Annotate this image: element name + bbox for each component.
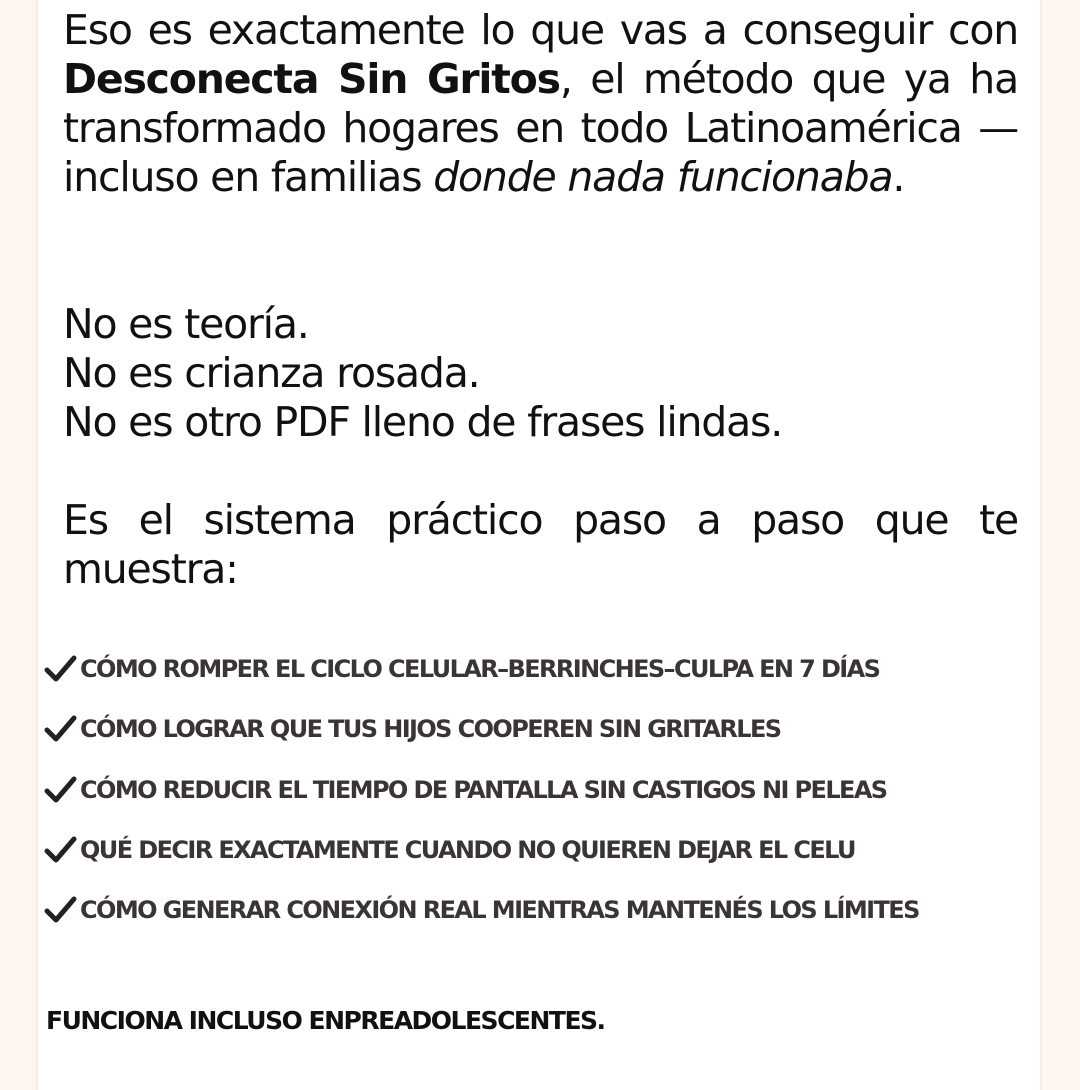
negation-line: No es crianza rosada. <box>63 349 480 397</box>
intro-text-part2: , el método que ya ha transformado hogares en todo Latinoamérica — incluso en familias <box>63 55 1019 201</box>
intro-emphasis: donde nada funcionaba <box>433 153 893 201</box>
check-mark-icon <box>44 775 77 805</box>
checklist-item <box>44 639 1044 699</box>
checklist-item <box>44 880 1044 940</box>
footer-note: FUNCIONA INCLUSO ENPREADOLESCENTES. <box>46 1006 605 1035</box>
intro-text-part1: Eso es exactamente lo que vas a conseguir con <box>63 6 1018 54</box>
negation-line: No es otro PDF lleno de frases lindas. <box>63 398 783 446</box>
checklist-item <box>44 820 1044 880</box>
checklist-item-text: CÓMO ROMPER EL CICLO CELULAR–BERRINCHES–CULPA EN 7 DÍAS <box>80 655 880 684</box>
check-mark-icon <box>44 714 77 744</box>
negations-block <box>63 300 1018 447</box>
negation-line: No es teoría. <box>63 300 309 348</box>
benefits-checklist <box>44 639 1044 940</box>
checklist-item-text: QUÉ DECIR EXACTAMENTE CUANDO NO QUIEREN DEJAR EL CELU <box>80 836 855 865</box>
method-name: Desconecta Sin Gritos <box>63 55 560 103</box>
check-mark-icon <box>44 895 77 925</box>
checklist-item-text: CÓMO REDUCIR EL TIEMPO DE PANTALLA SIN CASTIGOS NI PELEAS <box>80 775 887 804</box>
checklist-item-text: CÓMO GENERAR CONEXIÓN REAL MIENTRAS MANTENÉS LOS LÍMITES <box>80 896 919 925</box>
check-mark-icon <box>44 835 77 865</box>
intro-text-part3: . <box>892 153 905 201</box>
system-intro: Es el sistema práctico paso a paso que te muestra: <box>63 496 1018 593</box>
checklist-item <box>44 760 1044 820</box>
intro-paragraph <box>63 6 1018 202</box>
checklist-item-text: CÓMO LOGRAR QUE TUS HIJOS COOPEREN SIN GRITARLES <box>80 715 781 744</box>
check-mark-icon <box>44 654 77 684</box>
checklist-item <box>44 699 1044 759</box>
